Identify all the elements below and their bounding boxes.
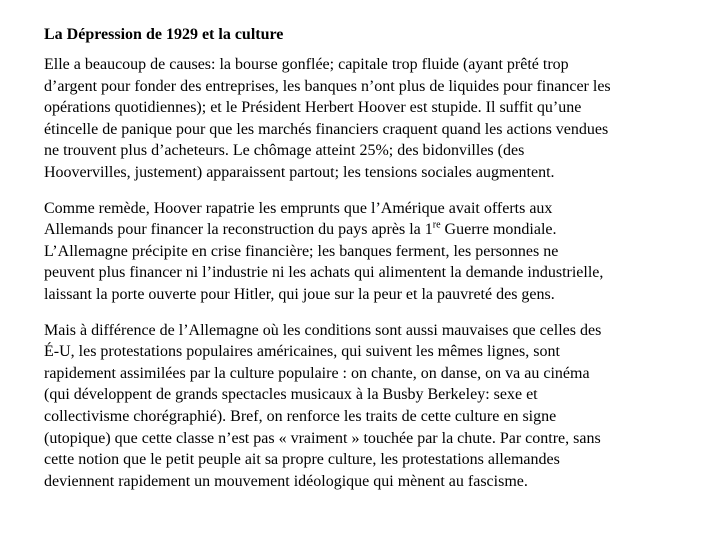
paragraph-popular-culture <box>44 320 704 493</box>
text-line: collectivisme chorégraphié). Bref, on renforce les traits de cette culture en signe <box>44 407 557 425</box>
text-line <box>44 219 704 241</box>
text-line: laissant la porte ouverte pour Hitler, qui joue sur la peur et la pauvreté des gens. <box>44 285 555 303</box>
ordinal-superscript: re <box>432 219 441 231</box>
text-segment: Guerre mondiale. <box>440 221 557 239</box>
text-line: peuvent plus financer ni l’industrie ni les achats qui alimentent la demande industrielle, <box>44 264 604 282</box>
text-line: L’Allemagne précipite en crise financière; les banques ferment, les personnes ne <box>44 242 559 260</box>
text-line: rapidement assimilées par la culture populaire : on chante, on danse, on va au cinéma <box>44 364 590 382</box>
text-line: Elle a beaucoup de causes: la bourse gonflée; capitale trop fluide (ayant prêté trop <box>44 56 569 73</box>
text-line: cette notion que le petit peuple ait sa propre culture, les protestations allemandes <box>44 451 560 469</box>
text-segment: Allemands pour financer la reconstruction du pays après la 1 <box>44 221 433 239</box>
text-line: opérations quotidiennes); et le Président Herbert Hoover est stupide. Il suffit qu’une <box>44 99 582 117</box>
text-line: (utopique) que cette classe n’est pas « vraiment » touchée par la chute. Par contre, sans <box>44 429 601 447</box>
text-line: ne trouvent plus d’acheteurs. Le chômage atteint 25%; des bidonvilles (des <box>44 142 525 160</box>
text-line: d’argent pour fonder des entreprises, les banques n’ont plus de liquides pour financer les <box>44 77 611 95</box>
text-line: Comme remède, Hoover rapatrie les emprunts que l’Amérique avait offerts aux <box>44 199 553 217</box>
text-line: É-U, les protestations populaires américaines, qui suivent les mêmes lignes, sont <box>44 343 560 361</box>
paragraph-causes <box>44 54 704 184</box>
paragraph-hoover-remedy <box>44 198 704 306</box>
document-title: La Dépression de 1929 et la culture <box>44 26 284 43</box>
text-line: deviennent rapidement un mouvement idéologique qui mènent au fascisme. <box>44 472 528 490</box>
text-line: Mais à différence de l’Allemagne où les conditions sont aussi mauvaises que celles des <box>44 321 602 339</box>
text-line: (qui développent de grands spectacles musicaux à la Busby Berkeley: sexe et <box>44 386 538 404</box>
text-line: étincelle de panique pour que les marchés financiers craquent quand les actions vendues <box>44 120 609 138</box>
document-page <box>44 24 704 506</box>
text-line: Hoovervilles, justement) apparaissent partout; les tensions sociales augmentent. <box>44 163 555 181</box>
